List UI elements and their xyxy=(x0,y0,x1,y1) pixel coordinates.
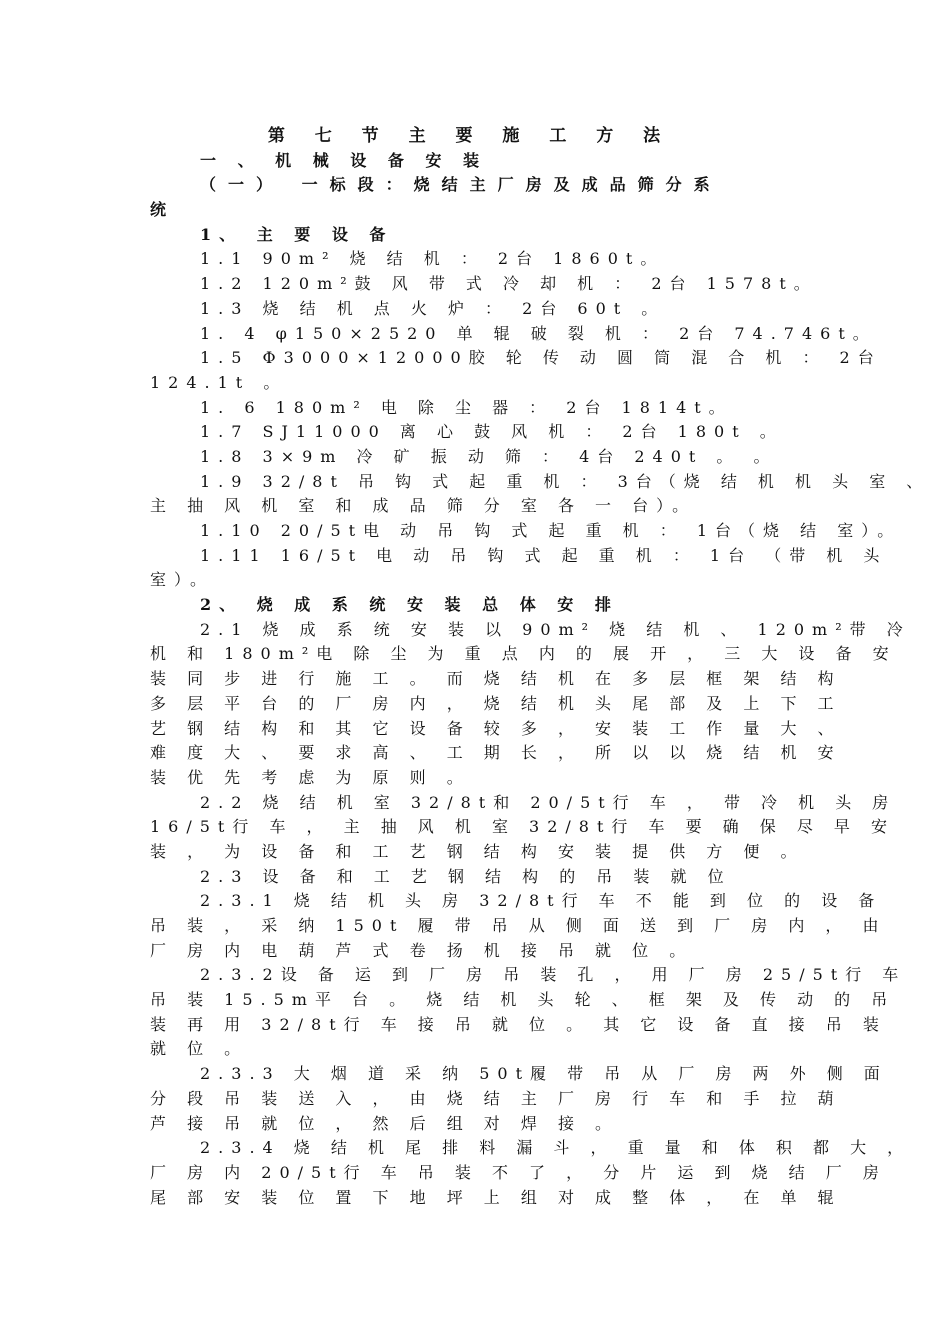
text-line: 2.3.4 烧 结 机 尾 排 料 漏 斗 ， 重 量 和 体 积 都 大 ， xyxy=(200,1138,912,1158)
text-line: 1. 4 φ150×2520 单 辊 破 裂 机 ： 2台 74.746t。 xyxy=(200,323,877,343)
text-line: 1.5 Φ3000×12000胶 轮 传 动 圆 筒 混 合 机 ： 2台 xyxy=(200,348,882,368)
text-line: 艺 钢 结 构 和 其 它 设 备 较 多 ， 安 装 工 作 量 大 、 xyxy=(150,718,842,738)
document-body xyxy=(150,149,931,1211)
text-line: 1、 主 要 设 备 xyxy=(200,224,394,244)
text-line: 分 段 吊 装 送 入 ， 由 烧 结 主 厂 房 行 车 和 手 拉 葫 xyxy=(150,1088,842,1108)
text-line: 机 和 180m²电 除 尘 为 重 点 内 的 展 开 ， 三 大 设 备 安 xyxy=(150,644,897,664)
text-line: 2.3.1 烧 结 机 头 房 32/8t行 车 不 能 到 位 的 设 备 xyxy=(200,891,883,911)
text-line: 124.1t 。 xyxy=(150,372,288,392)
text-line: 1.3 烧 结 机 点 火 炉 ： 2台 60t 。 xyxy=(200,298,666,318)
text-line: 1.2 120m²鼓 风 带 式 冷 却 机 ： 2台 1578t。 xyxy=(200,274,818,294)
text-line: 统 xyxy=(150,200,175,220)
text-line: 1. 6 180m² 电 除 尘 器 ： 2台 1814t。 xyxy=(200,397,733,417)
text-line: 厂 房 内 电 葫 芦 式 卷 扬 机 接 吊 就 位 。 xyxy=(150,940,694,960)
text-line: 一 、 机 械 设 备 安 装 xyxy=(200,150,487,170)
text-line: 吊 装 15.5m平 台 。 烧 结 机 头 轮 、 框 架 及 传 动 的 吊 xyxy=(150,990,896,1010)
text-line: 2.1 烧 成 系 统 安 装 以 90m² 烧 结 机 、 120m²带 冷 xyxy=(200,619,911,639)
text-line: 1.10 20/5t电 动 吊 钩 式 起 重 机 ： 1台（烧 结 室）。 xyxy=(200,521,902,540)
text-line: 装 优 先 考 虑 为 原 则 。 xyxy=(150,767,471,787)
text-line: 多 层 平 台 的 厂 房 内 ， 烧 结 机 头 尾 部 及 上 下 工 xyxy=(150,693,842,713)
text-line: 厂 房 内 20/5t行 车 吊 装 不 了 ， 分 片 运 到 烧 结 厂 房 xyxy=(150,1162,887,1182)
text-line: 1.11 16/5t 电 动 吊 钩 式 起 重 机 ： 1台 （带 机 头 xyxy=(200,545,888,565)
document-page xyxy=(150,124,931,1210)
text-line: 主 抽 风 机 室 和 成 品 筛 分 室 各 一 台）。 xyxy=(150,496,697,516)
text-line: 1.9 32/8t 吊 钩 式 起 重 机 ： 3台（烧 结 机 机 头 室 、 xyxy=(200,471,931,491)
text-line: 吊 装 ， 采 纳 150t 履 带 吊 从 侧 面 送 到 厂 房 内 ， 由 xyxy=(150,916,887,935)
text-line: 2、 烧 成 系 统 安 装 总 体 安 排 xyxy=(200,595,619,615)
text-line: 2.3.3 大 烟 道 采 纳 50t履 带 吊 从 厂 房 两 外 侧 面 xyxy=(200,1064,888,1084)
text-line: 室）。 xyxy=(150,570,215,590)
text-line: 2.3 设 备 和 工 艺 钢 结 构 的 吊 装 就 位 xyxy=(200,866,732,886)
text-line: 尾 部 安 装 位 置 下 地 坪 上 组 对 成 整 体 ， 在 单 辊 xyxy=(150,1187,842,1207)
text-line: 装 再 用 32/8t行 车 接 吊 就 位 。 其 它 设 备 直 接 吊 装 xyxy=(150,1014,887,1034)
text-line: 2.2 烧 结 机 室 32/8t和 20/5t行 车 ， 带 冷 机 头 房 xyxy=(200,792,897,812)
text-line: 芦 接 吊 就 位 ， 然 后 组 对 焊 接 。 xyxy=(150,1113,620,1133)
text-line: 1.7 SJ11000 离 心 鼓 风 机 ： 2台 180t 。 xyxy=(200,422,784,442)
text-line: 1.8 3×9m 冷 矿 振 动 筛 ： 4台 240t 。 。 xyxy=(200,446,778,466)
text-line: 就 位 。 xyxy=(150,1039,249,1059)
text-line: 装 同 步 进 行 施 工 。 而 烧 结 机 在 多 层 框 架 结 构 xyxy=(150,669,842,689)
section-title: 第 七 节 主 要 施 工 方 法 xyxy=(267,126,673,146)
text-line: （一） 一标段：烧结主厂房及成品筛分系 xyxy=(200,175,722,195)
text-line: 16/5t行 车 ， 主 抽 风 机 室 32/8t行 车 要 确 保 尽 早 安 xyxy=(150,817,896,837)
text-line: 装 ， 为 设 备 和 工 艺 钢 结 构 安 装 提 供 方 便 。 xyxy=(150,841,805,861)
text-line: 2.3.2设 备 运 到 厂 房 吊 装 孔 ， 用 厂 房 25/5t行 车 xyxy=(200,965,907,985)
text-line: 难 度 大 、 要 求 高 、 工 期 长 ， 所 以 以 烧 结 机 安 xyxy=(150,743,842,763)
text-line: 1.1 90m² 烧 结 机 ： 2台 1860t。 xyxy=(200,249,665,269)
